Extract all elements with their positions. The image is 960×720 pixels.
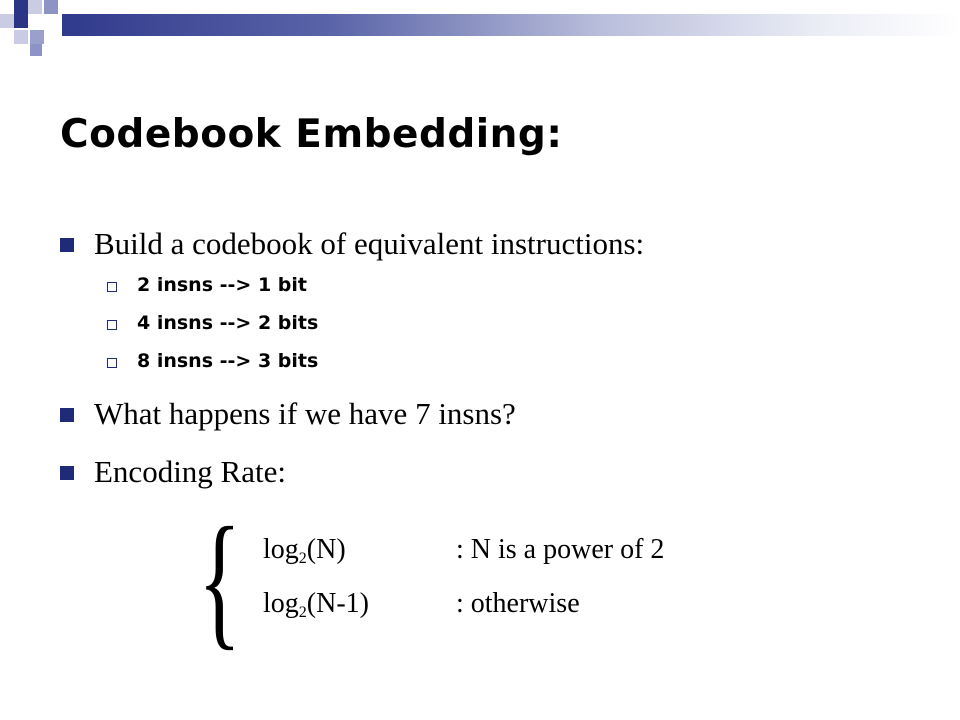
deco-square-dark	[14, 14, 28, 28]
slide-title: Codebook Embedding:	[60, 112, 563, 157]
square-bullet-icon	[60, 238, 74, 252]
bullet-text: Encoding Rate:	[94, 454, 286, 489]
square-bullet-icon	[60, 408, 74, 422]
bullet-text: Build a codebook of equivalent instructions:	[94, 226, 645, 261]
log-text: log	[263, 588, 299, 619]
formula-row-2-expression	[263, 588, 369, 622]
deco-square-dark	[14, 0, 28, 14]
hollow-square-bullet-icon	[107, 358, 117, 368]
formula-row-1-expression	[263, 534, 346, 568]
log-argument: (N)	[306, 534, 346, 565]
log-text: log	[263, 534, 299, 565]
formula-brace: {	[198, 497, 242, 663]
deco-square-mid	[44, 0, 58, 14]
log-argument: (N-1)	[306, 588, 369, 619]
deco-square-mid	[30, 44, 42, 56]
deco-square-mid	[30, 30, 44, 44]
sub-bullet-text: 8 insns --> 3 bits	[137, 350, 319, 372]
header-gradient-bar	[62, 14, 960, 36]
header-decoration	[0, 0, 960, 60]
deco-square-light	[14, 30, 28, 44]
deco-square-light	[28, 0, 42, 14]
bullet-text: What happens if we have 7 insns?	[94, 396, 516, 431]
square-bullet-icon	[60, 466, 74, 480]
formula-row-2-condition: : otherwise	[456, 588, 580, 619]
log-base: 2	[298, 550, 307, 567]
sub-bullet-text: 2 insns --> 1 bit	[137, 274, 307, 296]
hollow-square-bullet-icon	[107, 320, 117, 330]
hollow-square-bullet-icon	[107, 282, 117, 292]
sub-bullet-text: 4 insns --> 2 bits	[137, 312, 319, 334]
log-base: 2	[298, 604, 307, 621]
deco-square-light	[0, 14, 14, 28]
formula-row-1-condition: : N is a power of 2	[456, 534, 665, 565]
